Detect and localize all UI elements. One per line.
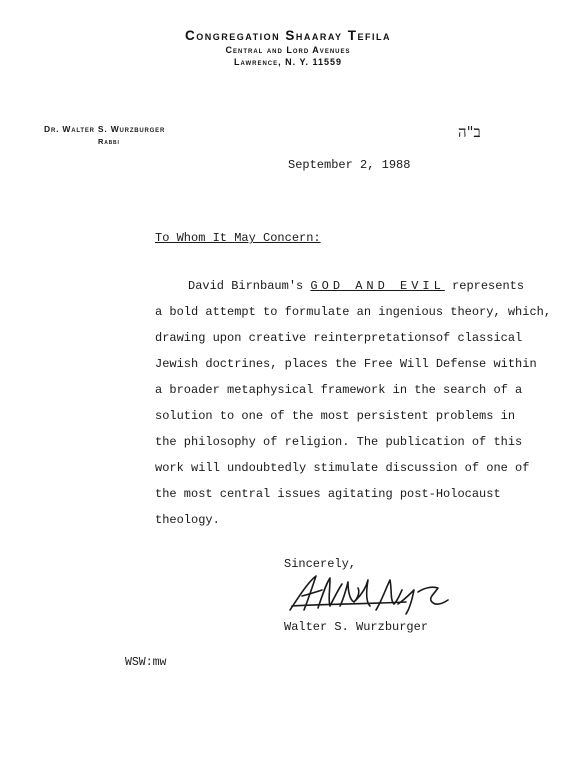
- body-line: a bold attempt to formulate an ingenious theory, which,: [155, 305, 552, 319]
- signer-name: Walter S. Wurzburger: [284, 620, 429, 634]
- letterhead-address-line1: Central and Lord Avenues: [225, 45, 351, 55]
- body-line: the philosophy of religion. The publication of this: [155, 435, 523, 449]
- body-line-0-pre: David Birnbaum's: [188, 279, 311, 293]
- sender-title: Rabbi: [98, 137, 120, 146]
- signature-image: [286, 570, 456, 618]
- body-line: theology.: [155, 513, 220, 527]
- letterhead-organization: Congregation Shaaray Tefila: [184, 28, 391, 43]
- closing: Sincerely,: [284, 557, 357, 571]
- body-line: work will undoubtedly stimulate discussion of one of: [155, 461, 530, 475]
- reference-initials: WSW:mw: [125, 656, 167, 669]
- body-line-0: [188, 279, 524, 293]
- body-line: the most central issues agitating post-Holocaust: [155, 487, 501, 501]
- body-line: solution to one of the most persistent problems in: [155, 409, 516, 423]
- body-line: drawing upon creative reinterpretationsof classical: [155, 331, 523, 345]
- salutation: To Whom It May Concern:: [155, 231, 321, 245]
- letter-date: September 2, 1988: [288, 158, 411, 172]
- letterhead-address-line2: Lawrence, N. Y. 11559: [233, 57, 343, 67]
- body-line: a broader metaphysical framework in the search of a: [155, 383, 523, 397]
- hebrew-mark: ב"ה: [458, 123, 481, 141]
- body-line: Jewish doctrines, places the Free Will Defense within: [155, 357, 537, 371]
- body-line-0-post: represents: [444, 279, 525, 293]
- book-title: GOD AND EVIL: [310, 279, 445, 293]
- sender-name: Dr. Walter S. Wurzburger: [44, 124, 166, 134]
